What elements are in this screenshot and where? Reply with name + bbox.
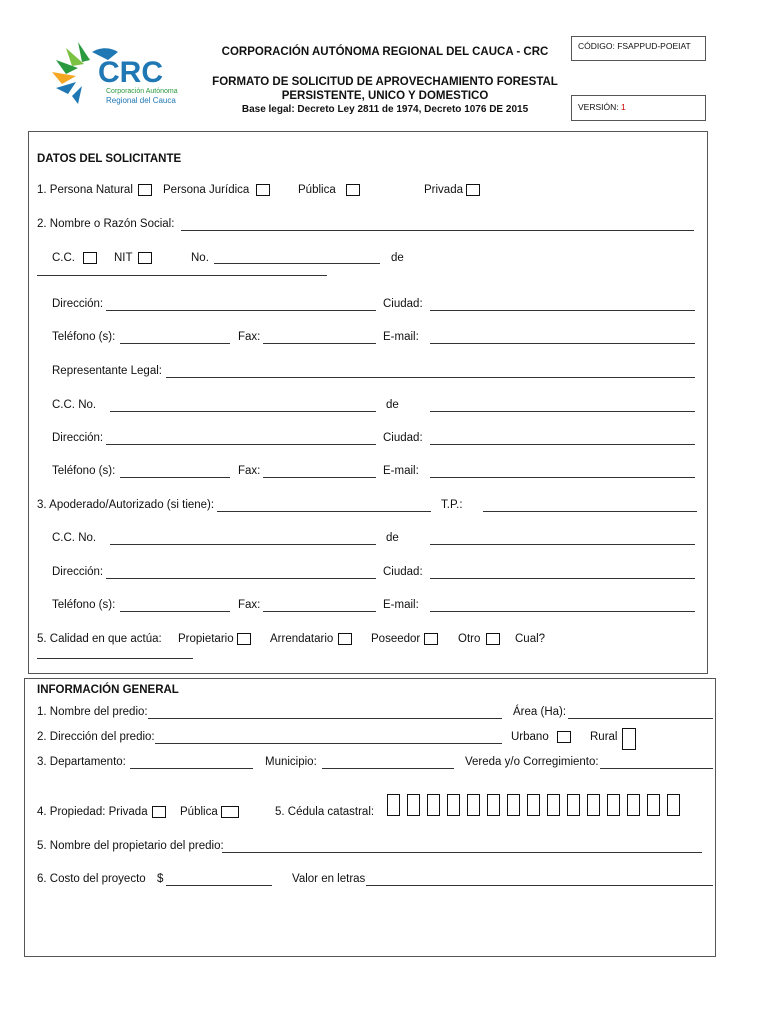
apo-email-field[interactable] <box>430 611 695 612</box>
persona-juridica-label: Persona Jurídica <box>163 184 250 196</box>
urbano-checkbox[interactable] <box>557 731 571 743</box>
area-field[interactable] <box>568 718 713 719</box>
rep-direccion-label: Dirección: <box>52 432 104 444</box>
cedula-digit-box[interactable] <box>427 794 440 816</box>
propietario-checkbox[interactable] <box>237 633 251 645</box>
email-label: E-mail: <box>383 331 419 343</box>
form-title-line2: PERSISTENTE, UNICO Y DOMESTICO <box>281 90 489 102</box>
version-label: VERSIÓN: <box>578 102 619 112</box>
cedula-digit-box[interactable] <box>647 794 660 816</box>
propiedad-label: 4. Propiedad: Privada <box>37 806 148 818</box>
apoderado-field[interactable] <box>217 511 431 512</box>
rep-direccion-field[interactable] <box>106 444 376 445</box>
id-de-label: de <box>391 252 404 264</box>
publica-checkbox[interactable] <box>346 184 360 196</box>
calidad-label: 5. Calidad en que actúa: <box>37 633 162 645</box>
apo-cc-field[interactable] <box>110 544 376 545</box>
representante-label: Representante Legal: <box>52 365 162 377</box>
persona-natural-checkbox[interactable] <box>138 184 152 196</box>
propietario-predio-label: 5. Nombre del propietario del predio: <box>37 840 224 852</box>
propiedad-privada-checkbox[interactable] <box>152 806 166 818</box>
propiedad-publica-checkbox[interactable] <box>221 806 239 818</box>
rep-cc-label: C.C. No. <box>52 399 97 411</box>
code-box <box>571 36 706 61</box>
solicitante-frame <box>28 131 708 674</box>
cual-label: Cual? <box>515 633 546 645</box>
cedula-digit-box[interactable] <box>607 794 620 816</box>
cual-field[interactable] <box>37 658 193 659</box>
apo-cc-label: C.C. No. <box>52 532 97 544</box>
legal-basis: Base legal: Decreto Ley 2811 de 1974, Decreto 1076 DE 2015 <box>241 104 529 115</box>
apo-de-field[interactable] <box>430 544 695 545</box>
costo-label: 6. Costo del proyecto <box>37 873 146 885</box>
otro-label: Otro <box>458 633 481 645</box>
propiedad-publica-label: Pública <box>180 806 218 818</box>
apo-direccion-field[interactable] <box>106 578 376 579</box>
apo-email-label: E-mail: <box>383 599 419 611</box>
propietario-predio-field[interactable] <box>222 852 702 853</box>
crc-logo <box>48 38 178 110</box>
id-de-field[interactable] <box>37 275 327 276</box>
nombre-predio-label: 1. Nombre del predio: <box>37 706 148 718</box>
telefono-label: Teléfono (s): <box>52 331 116 343</box>
logo-line1: Corporación Autónoma <box>106 88 178 95</box>
municipio-field[interactable] <box>322 768 454 769</box>
nit-checkbox[interactable] <box>138 252 152 264</box>
form-code: CÓDIGO: FSAPPUD-POEIAT <box>578 41 691 51</box>
logo-line2: Regional del Cauca <box>106 96 176 105</box>
apo-fax-label: Fax: <box>238 599 261 611</box>
email-field[interactable] <box>430 343 695 344</box>
rep-ciudad-label: Ciudad: <box>383 432 423 444</box>
org-title: CORPORACIÓN AUTÓNOMA REGIONAL DEL CAUCA - CRC <box>221 46 549 58</box>
solicitante-section-title: DATOS DEL SOLICITANTE <box>37 153 182 165</box>
rural-label: Rural <box>590 731 618 743</box>
persona-natural-label: 1. Persona Natural <box>37 184 133 196</box>
telefono-field[interactable] <box>120 343 230 344</box>
direccion-predio-field[interactable] <box>155 743 502 744</box>
version-box <box>571 95 706 121</box>
persona-juridica-checkbox[interactable] <box>256 184 270 196</box>
id-number-label: No. <box>191 252 209 264</box>
representante-field[interactable] <box>166 377 695 378</box>
nombre-predio-field[interactable] <box>148 718 502 719</box>
otro-checkbox[interactable] <box>486 633 500 645</box>
direccion-predio-label: 2. Dirección del predio: <box>37 731 155 743</box>
tp-field[interactable] <box>483 511 697 512</box>
ciudad-field[interactable] <box>430 310 695 311</box>
publica-label: Pública <box>298 184 336 196</box>
arrendatario-label: Arrendatario <box>270 633 334 645</box>
municipio-label: Municipio: <box>265 756 317 768</box>
nit-label: NIT <box>114 252 133 264</box>
general-section-title: INFORMACIÓN GENERAL <box>37 684 179 696</box>
cedula-digit-box[interactable] <box>527 794 540 816</box>
arrendatario-checkbox[interactable] <box>338 633 352 645</box>
departamento-field[interactable] <box>130 768 253 769</box>
cc-checkbox[interactable] <box>83 252 97 264</box>
cedula-digit-box[interactable] <box>507 794 520 816</box>
apo-telefono-field[interactable] <box>120 611 230 612</box>
vereda-field[interactable] <box>600 768 713 769</box>
departamento-label: 3. Departamento: <box>37 756 126 768</box>
rep-de-field[interactable] <box>430 411 695 412</box>
razon-social-label: 2. Nombre o Razón Social: <box>37 218 175 230</box>
cedula-catastral-label: 5. Cédula catastral: <box>275 806 375 818</box>
tp-label: T.P.: <box>441 499 463 511</box>
cedula-digit-box[interactable] <box>547 794 560 816</box>
costo-field[interactable] <box>166 885 272 886</box>
apo-telefono-label: Teléfono (s): <box>52 599 116 611</box>
apo-fax-field[interactable] <box>263 611 376 612</box>
rep-telefono-label: Teléfono (s): <box>52 465 116 477</box>
logo-acronym: CRC <box>98 56 163 89</box>
apo-ciudad-label: Ciudad: <box>383 566 423 578</box>
cedula-digit-box[interactable] <box>447 794 460 816</box>
direccion-label: Dirección: <box>52 298 104 310</box>
cedula-digit-box[interactable] <box>667 794 680 816</box>
cc-label: C.C. <box>52 252 75 264</box>
rep-email-label: E-mail: <box>383 465 419 477</box>
razon-social-field[interactable] <box>181 230 694 231</box>
cedula-digit-box[interactable] <box>387 794 400 816</box>
propietario-label: Propietario <box>178 633 234 645</box>
poseedor-checkbox[interactable] <box>424 633 438 645</box>
version-value: 1 <box>621 102 626 112</box>
privada-label: Privada <box>424 184 463 196</box>
rep-telefono-field[interactable] <box>120 477 230 478</box>
rep-ciudad-field[interactable] <box>430 444 695 445</box>
rep-fax-field[interactable] <box>263 477 376 478</box>
currency-symbol: $ <box>157 873 164 885</box>
cedula-digit-box[interactable] <box>627 794 640 816</box>
ciudad-label: Ciudad: <box>383 298 423 310</box>
rep-de-label: de <box>386 399 399 411</box>
urbano-label: Urbano <box>511 731 549 743</box>
cedula-catastral-boxes[interactable] <box>387 794 697 818</box>
valor-letras-field[interactable] <box>366 885 713 886</box>
fax-label: Fax: <box>238 331 261 343</box>
rep-fax-label: Fax: <box>238 465 261 477</box>
cedula-digit-box[interactable] <box>467 794 480 816</box>
cedula-digit-box[interactable] <box>567 794 580 816</box>
form-title-line1: FORMATO DE SOLICITUD DE APROVECHAMIENTO FORESTAL <box>212 76 558 88</box>
cedula-digit-box[interactable] <box>487 794 500 816</box>
vereda-label: Vereda y/o Corregimiento: <box>465 756 599 768</box>
apoderado-label: 3. Apoderado/Autorizado (si tiene): <box>37 499 215 511</box>
cedula-digit-box[interactable] <box>587 794 600 816</box>
direccion-field[interactable] <box>106 310 376 311</box>
rep-cc-field[interactable] <box>110 411 376 412</box>
id-number-field[interactable] <box>214 263 380 264</box>
privada-checkbox[interactable] <box>466 184 480 196</box>
apo-direccion-label: Dirección: <box>52 566 104 578</box>
apo-de-label: de <box>386 532 399 544</box>
rep-email-field[interactable] <box>430 477 695 478</box>
area-label: Área (Ha): <box>513 706 567 718</box>
fax-field[interactable] <box>263 343 376 344</box>
rural-checkbox[interactable] <box>622 728 636 750</box>
cedula-digit-box[interactable] <box>407 794 420 816</box>
apo-ciudad-field[interactable] <box>430 578 695 579</box>
valor-letras-label: Valor en letras <box>292 873 366 885</box>
poseedor-label: Poseedor <box>371 633 421 645</box>
